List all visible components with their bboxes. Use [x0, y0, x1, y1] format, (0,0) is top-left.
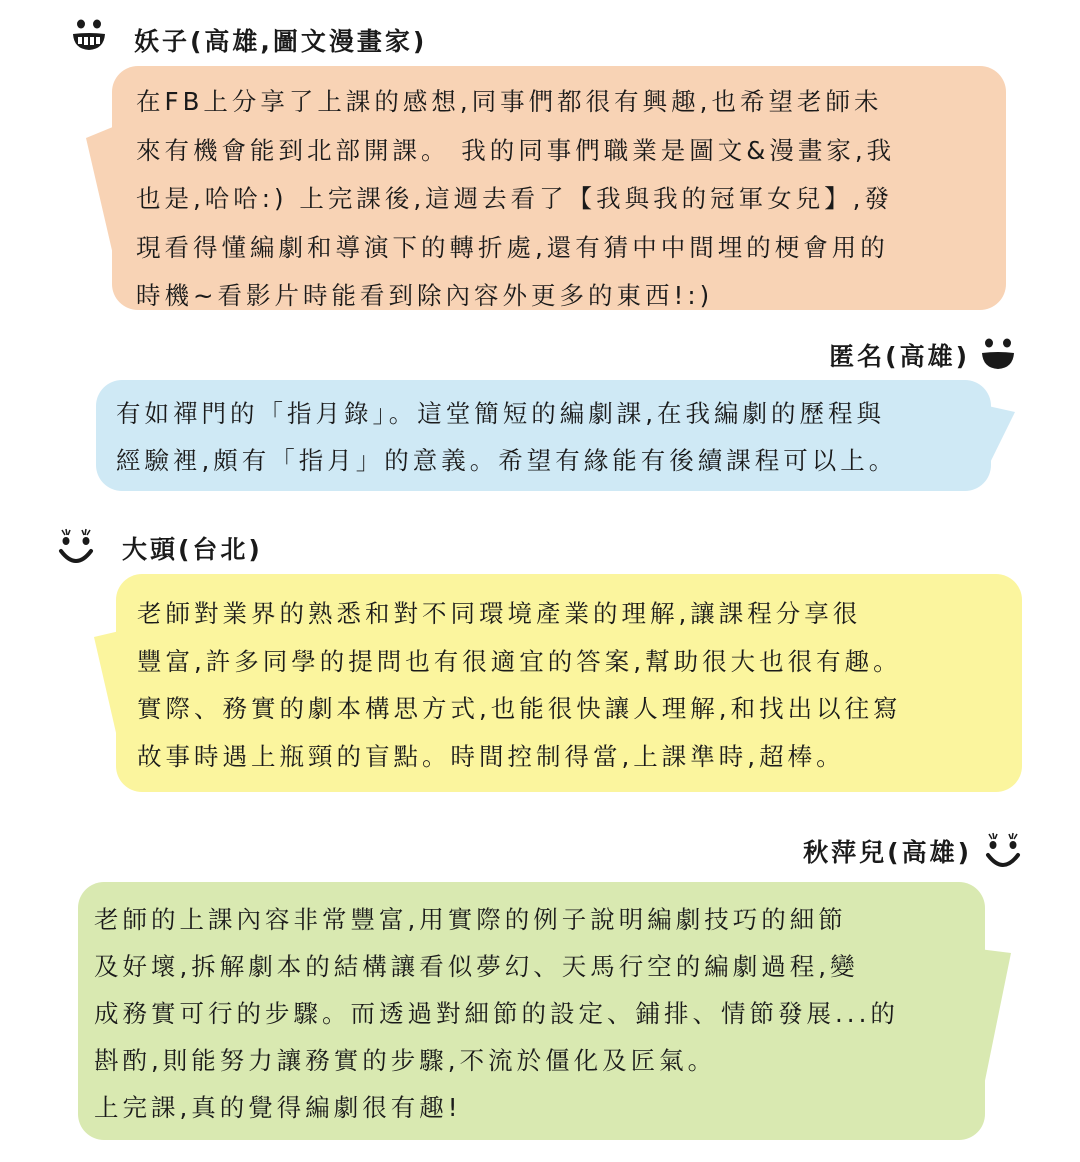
author-name: 妖子(高雄,圖文漫畫家)	[134, 27, 428, 56]
author-name: 匿名(高雄)	[829, 342, 970, 371]
author-name: 秋萍兒(高雄)	[803, 838, 972, 867]
comment-text: 老師的上課內容非常豐富,用實際的例子說明編劇技巧的細節 及好壞,拆解劇本的結構讓看似夢幻、天馬行空的編劇過程,變 成務實可行的步驟。而透過對細節的設定、鋪排、情節發展...的 斟酌,則能努力讓務實的步驟,不流於僵化及匠氣。 上完課,真的覺得編劇很有趣!	[94, 905, 899, 1122]
lashes-smile-face-icon	[56, 528, 96, 570]
speech-bubble	[78, 882, 985, 1140]
author-name: 大頭(台北)	[122, 535, 263, 564]
comment-text: 在FB上分享了上課的感想,同事們都很有興趣,也希望老師未 來有機會能到北部開課。 我的同事們職業是圖文&漫畫家,我 也是,哈哈:) 上完課後,這週去看了【我與我的冠軍女兒】,發 現看得懂編劇和導演下的轉折處,還有猜中中間埋的梗會用的 時機~看影片時能看到除內容外更多的東西!:)	[136, 87, 896, 310]
lashes-smile-face-icon	[983, 832, 1023, 874]
grinning-teeth-face-icon	[70, 18, 108, 52]
comment-text: 有如禪門的「指月錄」。這堂簡短的編劇課,在我編劇的歷程與 經驗裡,頗有「指月」的意義。希望有緣能有後續課程可以上。	[116, 399, 898, 475]
speech-bubble	[116, 574, 1022, 792]
comment-text: 老師對業界的熟悉和對不同環境產業的理解,讓課程分享很 豐富,許多同學的提問也有很適宜的答案,幫助很大也很有趣。 實際、務實的劇本構思方式,也能很快讓人理解,和找出以往寫 故事時遇上瓶頸的盲點。時間控制得當,上課準時,超棒。	[137, 599, 902, 771]
big-smile-face-icon	[979, 337, 1017, 371]
speech-bubble	[112, 66, 1006, 310]
speech-bubble	[96, 380, 991, 491]
